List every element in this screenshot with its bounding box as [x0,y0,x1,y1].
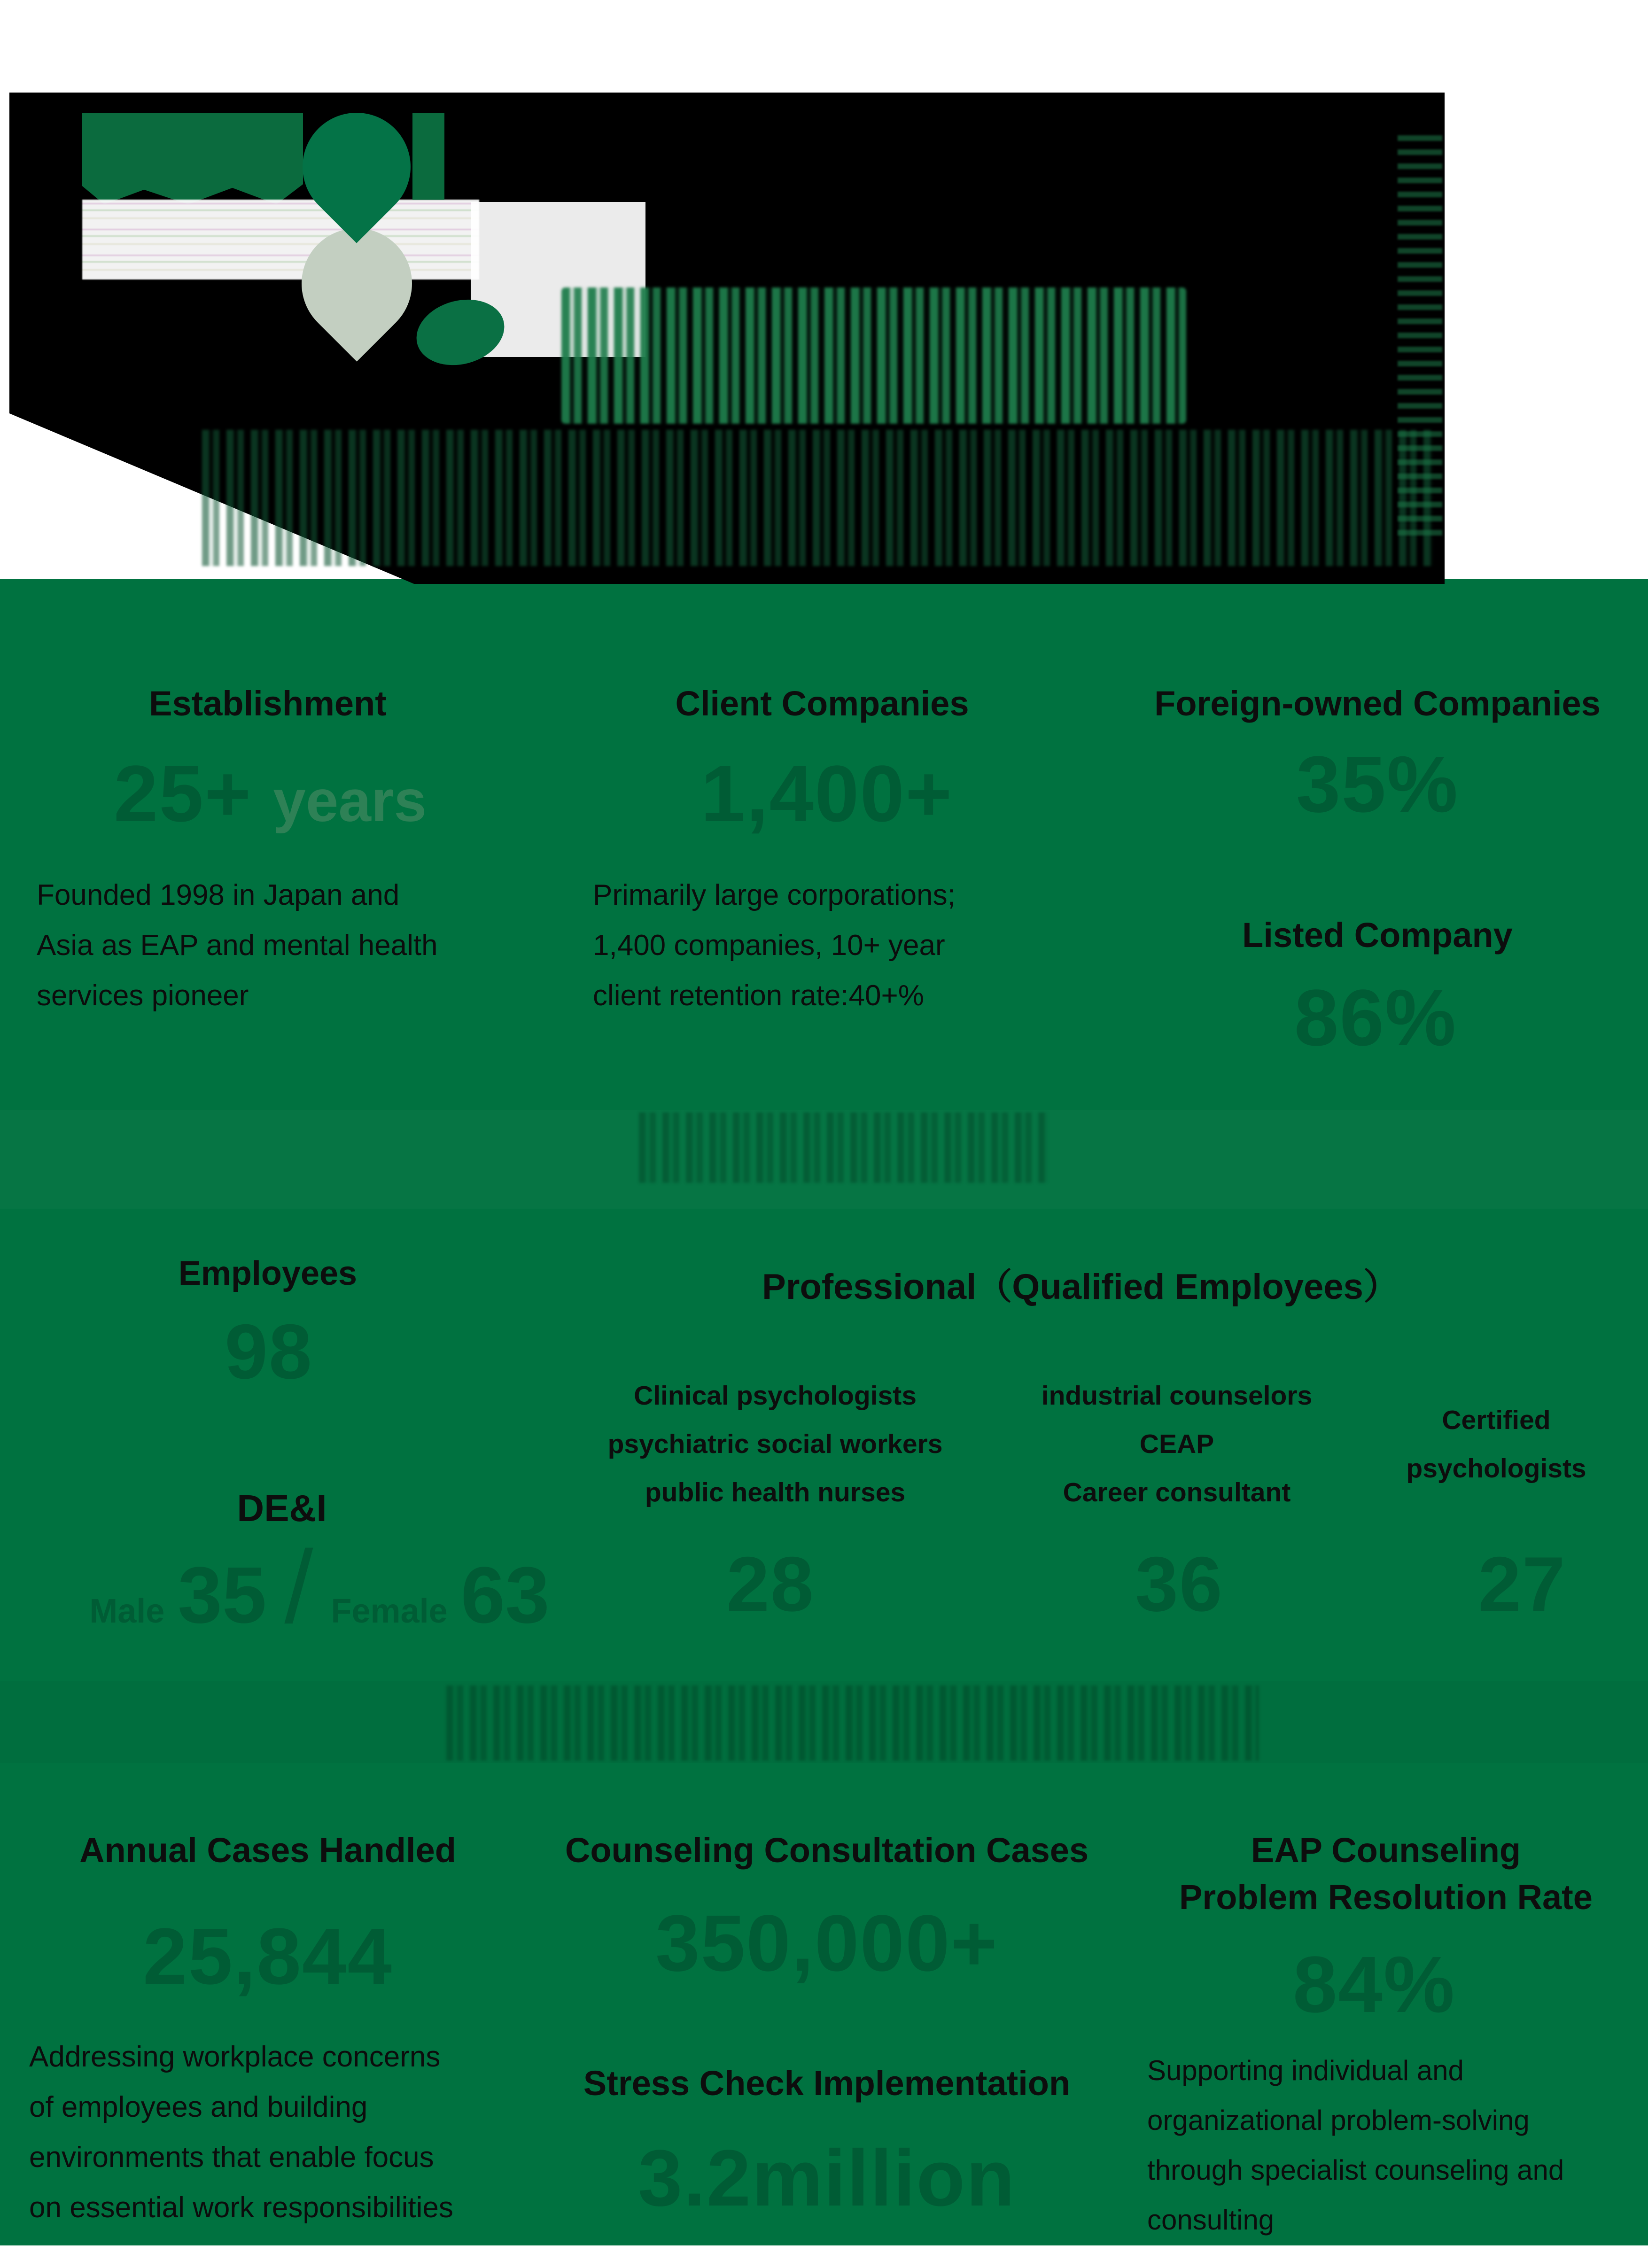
client-companies-stat-value: 1,400+ [700,749,953,839]
professional-column-1-line: public health nurses [645,1477,906,1507]
establishment-stat [113,749,427,839]
stress-check-stat-value: 3.2million [637,2134,1016,2223]
garbled-caption-artifact-2 [446,1685,1259,1761]
professional-column-2-line: Career consultant [1063,1477,1291,1507]
dei-female-value: 63 [460,1551,550,1640]
client-companies-description-line: client retention rate:40+% [593,979,924,1012]
annual-cases-title: Annual Cases Handled [79,1831,456,1870]
establishment-description [37,870,438,1021]
counseling-cases-stat-value: 350,000+ [655,1899,998,1988]
dei-stat-row [89,1529,550,1645]
stress-check-title: Stress Check Implementation [583,2064,1071,2103]
dei-title: DE&I [237,1487,327,1529]
establishment-description-line: services pioneer [37,979,249,1012]
client-companies-title: Client Companies [675,684,969,723]
professional-column-3 [1406,1396,1586,1493]
eap-resolution-description [1147,2046,1564,2245]
client-companies-description-line: Primarily large corporations; [593,879,956,911]
professional-column-1-line: psychiatric social workers [607,1429,943,1459]
annual-cases-description-line: Addressing workplace concerns [29,2041,441,2073]
garbled-logo-artifact [412,113,444,200]
client-companies-description [593,870,956,1021]
employees-stat-value: 98 [225,1308,313,1395]
professional-column-3-line: psychologists [1406,1453,1586,1484]
garbled-subtitle-artifact [202,430,1433,566]
garbled-title-artifact [561,287,1186,424]
professional-column-2 [1042,1372,1312,1517]
garbled-logo-artifact [82,113,303,204]
professional-column-2-line: industrial counselors [1041,1381,1313,1411]
counseling-cases-title: Counseling Consultation Cases [565,1831,1089,1870]
dei-female-label: Female [331,1592,448,1630]
eap-resolution-description-line: consulting [1147,2204,1275,2236]
establishment-stat-value: 25+ [113,749,252,839]
establishment-title: Establishment [149,684,387,723]
professional-column-3-line: Certified [1442,1405,1551,1435]
annual-cases-description [29,2032,453,2233]
establishment-description-line: Asia as EAP and mental health [37,929,438,962]
eap-resolution-title-line-2: Problem Resolution Rate [1179,1878,1593,1917]
listed-company-stat-value: 86% [1294,973,1457,1063]
eap-resolution-description-line: Supporting individual and [1147,2055,1464,2086]
dei-divider: / [284,1529,313,1645]
annual-cases-description-line: on essential work responsibilities [29,2191,453,2224]
employees-title: Employees [178,1255,358,1292]
foreign-owned-stat-value: 35% [1296,740,1459,829]
dei-male-label: Male [89,1592,165,1630]
eap-resolution-description-line: through specialist counseling and [1147,2154,1564,2186]
garbled-right-artifact [1398,132,1442,536]
annual-cases-description-line: environments that enable focus [29,2141,434,2174]
professional-title: Professional（Qualified Employees） [762,1267,1399,1307]
annual-cases-stat-value: 25,844 [143,1912,393,2001]
establishment-stat-unit: years [273,769,427,834]
annual-cases-description-line: of employees and building [29,2091,368,2123]
professional-column-1-value: 28 [726,1541,815,1627]
client-companies-description-line: 1,400 companies, 10+ year [593,929,945,962]
professional-column-3-value: 27 [1478,1541,1566,1627]
listed-company-title: Listed Company [1242,916,1513,955]
establishment-description-line: Founded 1998 in Japan and [37,879,400,911]
garbled-streak-band-artifact [82,200,479,280]
garbled-caption-artifact-1 [639,1112,1048,1183]
eap-resolution-stat-value: 84% [1292,1940,1456,2029]
eap-resolution-description-line: organizational problem-solving [1147,2105,1530,2136]
professional-column-1-line: Clinical psychologists [634,1381,917,1411]
professional-column-2-value: 36 [1135,1541,1223,1627]
professional-column-1 [608,1372,943,1517]
dei-male-value: 35 [178,1551,267,1640]
professional-column-2-line: CEAP [1139,1429,1214,1459]
foreign-owned-title: Foreign-owned Companies [1154,684,1601,723]
eap-resolution-title-line-1: EAP Counseling [1251,1831,1521,1870]
